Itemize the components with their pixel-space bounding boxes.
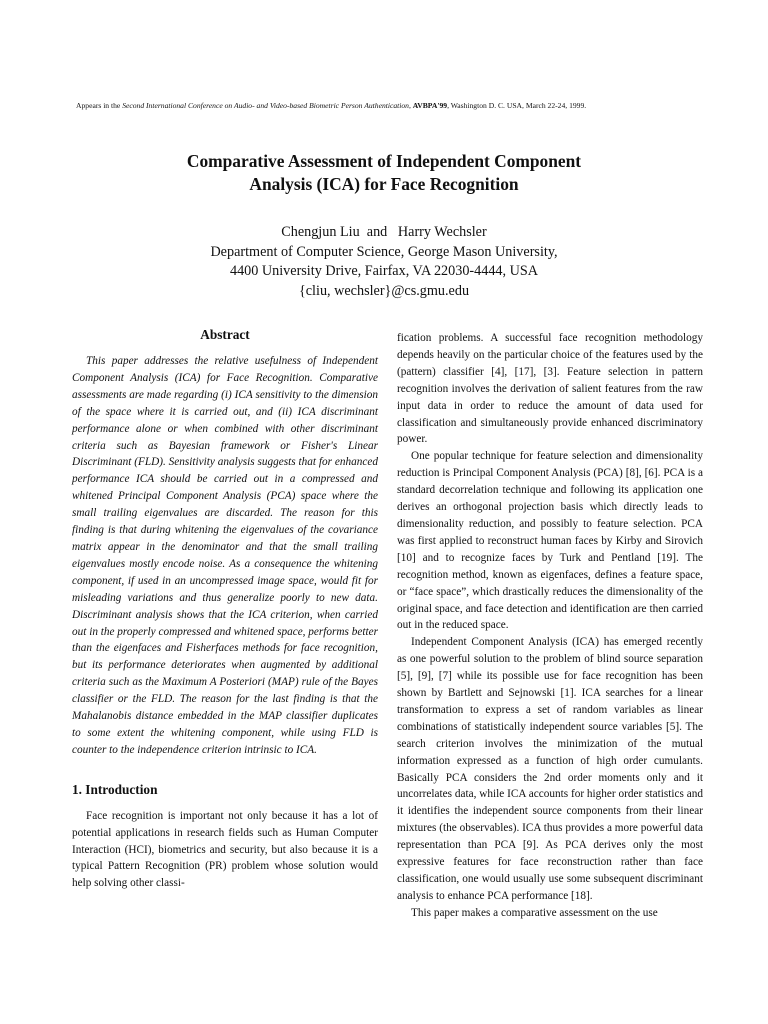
- body-paragraph-1: fication problems. A successful face recognition methodology depends heavily on the particular choice of the features used by the (pattern) classifier [4], [17], [3]. Feature selection in pattern recognition involves the derivation of salient features from the raw input data in order to reduce the amount of data used for classification and simultaneously provide enhanced discriminatory power.: [397, 332, 703, 446]
- body-paragraph-2: One popular technique for feature selection and dimensionality reduction is Principal Component Analysis (PCA) [8], [6]. PCA is a standard decorrelation technique and following its application one derives an orthogonal projection basis which directly leads to dimensionality reduction, and possibly to feature selection. PCA was first applied to reconstruct human faces by Kirby and Sirovich [10] and to recognize faces by Turk and Pentland [19]. The recognition method, known as eigenfaces, defines a feature space, or “face space”, which drastically reduces the dimensionality of the original space, and face detection and identification are then carried out in the reduced space.: [397, 450, 703, 632]
- author-email: {cliu, wechsler}@cs.gmu.edu: [298, 282, 470, 299]
- left-column: [72, 326, 378, 892]
- author-names: Chengjun Liu and Harry Wechsler: [281, 224, 487, 240]
- title-line-1: Comparative Assessment of Independent Component: [186, 151, 582, 171]
- body-paragraph-4: This paper makes a comparative assessment on the use: [411, 906, 658, 919]
- introduction-paragraph-1: Face recognition is important not only because it has a lot of potential applications in research fields such as Human Computer Interaction (HCI), biometrics and security, but also because it is a typical Pattern Recognition (PR) problem whose solution would help solving other classi-: [72, 809, 378, 890]
- abstract-heading: Abstract: [200, 327, 250, 342]
- introduction-heading: 1. Introduction: [72, 781, 158, 797]
- venue-suffix: , Washington D. C. USA, March 22-24, 1999.: [447, 101, 587, 110]
- paper-title: [84, 150, 684, 196]
- venue-separator: ,: [408, 101, 413, 110]
- author-block: [84, 223, 684, 301]
- body-paragraph-3: Independent Component Analysis (ICA) has emerged recently as one powerful solution to the problem of blind source separation [5], [9], [7] while its possible use for face recognition has been shown by Bartlett and Sejnowski [1]. ICA searches for a linear transformation to express a set of random variables as linear combinations of statistically independent source variables [5]. The search criterion involves the minimization of the mutual information expressed as a function of high order cumulants. Basically PCA considers the 2nd order moments only and it uncorrelates data, while ICA accounts for higher order statistics and it identifies the independent source components from their linear mixtures (the observables). ICA thus provides a more powerful data representation than PCA [9]. As PCA derives only the most expressive features for face reconstruction rather than face classification, one would usually use some subsequent discriminant analysis to enhance PCA performance [18].: [397, 636, 703, 902]
- author-address: 4400 University Drive, Fairfax, VA 22030-4444, USA: [229, 263, 539, 279]
- venue-prefix: Appears in the: [76, 101, 123, 110]
- abstract-text: This paper addresses the relative usefulness of Independent Component Analysis (ICA) for Face Recognition. Comparative assessments are made regarding (i) ICA sensitivity to the dimension of the space where it is carried out, and (ii) ICA discriminant performance alone or when combined with other discriminant criteria such as Bayesian framework or Fisher's Linear Discriminant (FLD). Sensitivity analysis suggests that for enhanced performance ICA should be carried out in a compressed and whitened Principal Component Analysis (PCA) space where the small trailing eigenvalues are discarded. The reason for this finding is that during whitening the eigenvalues of the covariance matrix appear in the denominator and that the small trailing eigenvalues mostly encode noise. As a consequence the whitening component, if used in an uncompressed image space, would fit for misleading variations and thus generalize poorly to new data. Discriminant analysis shows that the ICA criterion, when carried out in the properly compressed and whitened space, performs better than the eigenfaces and Fisherfaces methods for face recognition, but its performance deteriorates when augmented by additional criteria such as the Maximum A Posteriori (MAP) rule of the Bayes classifier or the FLD. The reason for the last finding is that the Mahalanobis distance embedded in the MAP classifier duplicates to some extent the whitening component, while using FLD is counter to the independence criterion intrinsic to ICA.: [72, 355, 378, 756]
- venue-header: [76, 101, 696, 111]
- venue-conference: Second International Conference on Audio- and Video-based Biometric Person Authentication: [122, 101, 409, 110]
- right-column: [397, 330, 703, 922]
- venue-acronym: AVBPA'99: [412, 101, 448, 110]
- title-line-2: Analysis (ICA) for Face Recognition: [249, 174, 519, 194]
- author-affiliation: Department of Computer Science, George Mason University,: [210, 243, 558, 260]
